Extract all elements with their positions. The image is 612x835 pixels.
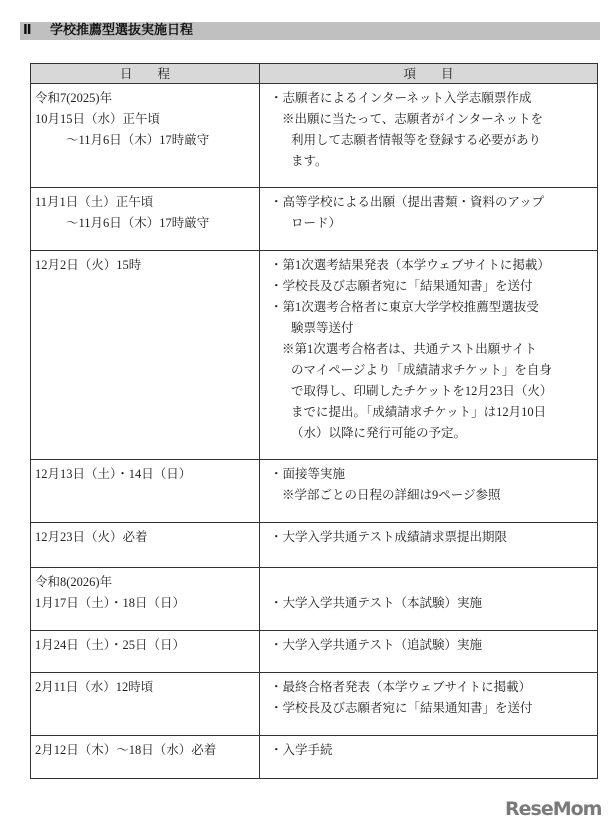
table-row xyxy=(31,568,598,631)
table-row xyxy=(31,460,598,523)
date-cell xyxy=(31,251,260,460)
schedule-table xyxy=(30,63,598,779)
header-date: 日 程 xyxy=(31,64,260,84)
date-line: 令和7(2025)年 xyxy=(35,91,113,105)
item-line: ・高等学校による出願（提出書類・資料のアップ xyxy=(270,195,545,209)
date-line: 1月24日（土）・25日（日） xyxy=(35,638,186,652)
item-line: ・大学入学共通テスト成績請求票提出期限 xyxy=(270,530,508,544)
item-line: ・最終合格者発表（本学ウェブサイトに掲載） xyxy=(270,680,532,694)
date-cell xyxy=(31,736,260,779)
date-line: ～11月6日（木）17時厳守 xyxy=(66,133,210,147)
table-row xyxy=(31,673,598,736)
date-line: 令和8(2026)年 xyxy=(35,575,113,589)
item-cell xyxy=(260,523,598,568)
date-line: 2月12日（木）～18日（水）必着 xyxy=(35,743,217,757)
item-line: ※出願に当たって、志願者がインターネットを xyxy=(282,112,544,126)
section-number: Ⅱ xyxy=(23,23,32,38)
date-line: 10月15日（水）正午頃 xyxy=(35,112,161,126)
item-line: ・面接等実施 xyxy=(270,467,346,481)
date-line: 1月17日（土）・18日（日） xyxy=(35,596,186,610)
date-line: 12月23日（火）必着 xyxy=(35,530,148,544)
item-line: までに提出。「成績請求チケット」は12月10日 xyxy=(291,405,547,419)
section-heading xyxy=(20,22,600,40)
table-row xyxy=(31,188,598,251)
date-cell xyxy=(31,673,260,736)
item-cell xyxy=(260,84,598,188)
item-line: 験票等送付 xyxy=(291,321,354,335)
item-line: ・志願者によるインターネット入学志願票作成 xyxy=(270,91,532,105)
item-line: ロード） xyxy=(291,216,342,230)
item-line: ※学部ごとの日程の詳細は9ページ参照 xyxy=(282,488,501,502)
item-line: ・大学入学共通テスト（追試験）実施 xyxy=(270,638,483,652)
date-line: 12月2日（火）15時 xyxy=(35,258,142,272)
item-cell xyxy=(260,568,598,631)
item-cell xyxy=(260,673,598,736)
item-cell xyxy=(260,736,598,779)
date-cell xyxy=(31,523,260,568)
table-row xyxy=(31,736,598,779)
table-row xyxy=(31,631,598,673)
date-line: 2月11日（水）12時頃 xyxy=(35,680,154,694)
date-cell xyxy=(31,84,260,188)
date-cell xyxy=(31,631,260,673)
date-line: ～11月6日（木）17時厳守 xyxy=(66,216,210,230)
table-row xyxy=(31,84,598,188)
item-line: ます。 xyxy=(291,154,328,168)
item-line: ・大学入学共通テスト（本試験）実施 xyxy=(270,596,483,610)
header-item: 項 目 xyxy=(260,64,598,84)
item-line: ・第1次選考合格者に東京大学学校推薦型選抜受 xyxy=(270,300,539,314)
date-cell xyxy=(31,460,260,523)
date-line: 12月13日（土）・14日（日） xyxy=(35,467,192,481)
table-header-row xyxy=(31,64,598,84)
item-line: ・学校長及び志願者宛に「結果通知書」を送付 xyxy=(270,279,533,293)
item-line: で取得し、印刷したチケットを12月23日（火） xyxy=(291,384,553,398)
item-line xyxy=(270,572,597,593)
item-line: 利用して志願者情報等を登録する必要があり xyxy=(291,133,542,147)
table-row xyxy=(31,251,598,460)
resemom-logo: ReseMom xyxy=(505,798,602,820)
item-line: ※第1次選考合格者は、共通テスト出願サイト xyxy=(282,342,537,356)
date-cell xyxy=(31,568,260,631)
section-title: 学校推薦型選抜実施日程 xyxy=(50,23,194,38)
item-cell xyxy=(260,251,598,460)
table-row xyxy=(31,523,598,568)
item-line: （水）以降に発行可能の予定。 xyxy=(291,426,467,440)
item-cell xyxy=(260,460,598,523)
date-cell xyxy=(31,188,260,251)
item-line: ・入学手続 xyxy=(270,743,333,757)
item-line: のマイページより「成績請求チケット」を自身 xyxy=(291,363,552,377)
item-line: ・第1次選考結果発表（本学ウェブサイトに掲載） xyxy=(270,258,550,272)
item-line: ・学校長及び志願者宛に「結果通知書」を送付 xyxy=(270,701,533,715)
date-line: 11月1日（土）正午頃 xyxy=(35,195,154,209)
item-cell xyxy=(260,631,598,673)
item-cell xyxy=(260,188,598,251)
